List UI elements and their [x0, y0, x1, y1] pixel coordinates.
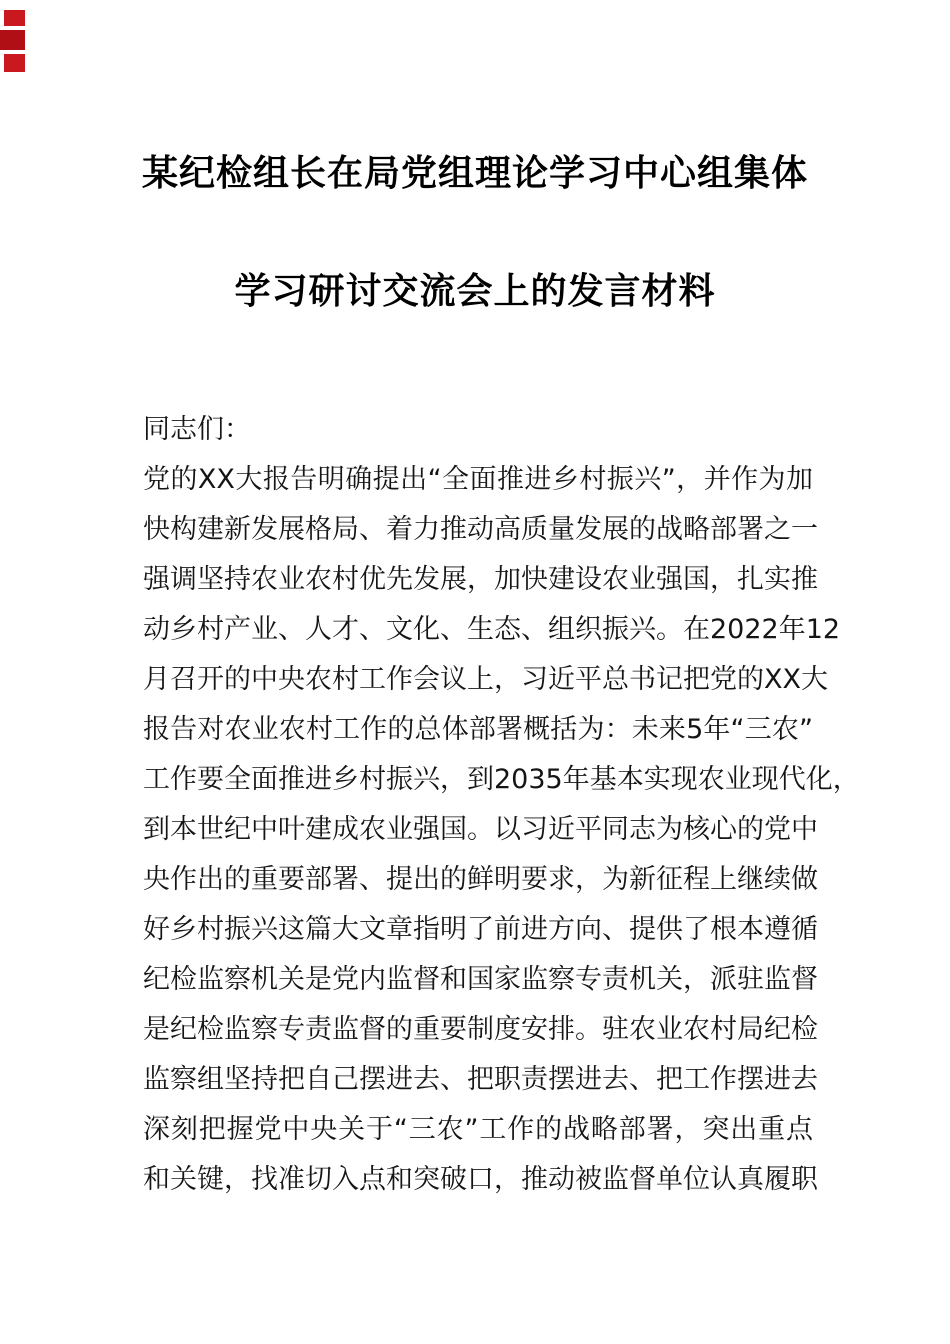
red-bookmark-icon — [4, 10, 25, 26]
body-text-line: 月召开的中央农村工作会议上，习近平总书记把党的XX大 — [143, 664, 828, 695]
body-text-line: 纪检监察机关是党内监督和国家监察专责机关，派驻监督 — [143, 964, 818, 995]
body-text-line: 央作出的重要部署、提出的鲜明要求，为新征程上继续做 — [143, 864, 818, 895]
body-text-line: 强调坚持农业农村优先发展，加快建设农业强国，扎实推 — [143, 564, 818, 595]
document-body — [143, 405, 860, 1205]
body-text-line: 和关键，找准切入点和突破口，推动被监督单位认真履职 — [143, 1164, 818, 1195]
red-bookmark-icon — [4, 54, 25, 72]
body-text-line: 是纪检监察专责监督的重要制度安排。驻农业农村局纪检 — [143, 1014, 818, 1045]
body-text-line: 党的XX大报告明确提出“全面推进乡村振兴”，并作为加 — [143, 464, 813, 495]
document-title-line-2: 学习研讨交流会上的发言材料 — [234, 271, 716, 312]
body-text-line: 深刻把握党中央关于“三农”工作的战略部署，突出重点 — [143, 1114, 813, 1145]
salutation-line: 同志们： — [143, 414, 251, 445]
red-bookmark-marks — [0, 0, 30, 80]
body-text-line: 到本世纪中叶建成农业强国。以习近平同志为核心的党中 — [143, 814, 818, 845]
body-text-line: 动乡村产业、人才、文化、生态、组织振兴。在2022年12 — [143, 614, 841, 645]
body-text-line: 报告对农业农村工作的总体部署概括为：未来5年“三农” — [143, 714, 813, 745]
body-text-line: 好乡村振兴这篇大文章指明了前进方向、提供了根本遵循 — [143, 914, 818, 945]
document-title-line-1: 某纪检组长在局党组理论学习中心组集体 — [141, 153, 808, 194]
body-text-line: 工作要全面推进乡村振兴，到2035年基本实现农业现代化， — [143, 764, 860, 795]
body-text-line: 监察组坚持把自己摆进去、把职责摆进去、把工作摆进去 — [143, 1064, 818, 1095]
red-bookmark-icon — [0, 30, 25, 50]
body-text-line: 快构建新发展格局、着力推动高质量发展的战略部署之一 — [143, 514, 818, 545]
